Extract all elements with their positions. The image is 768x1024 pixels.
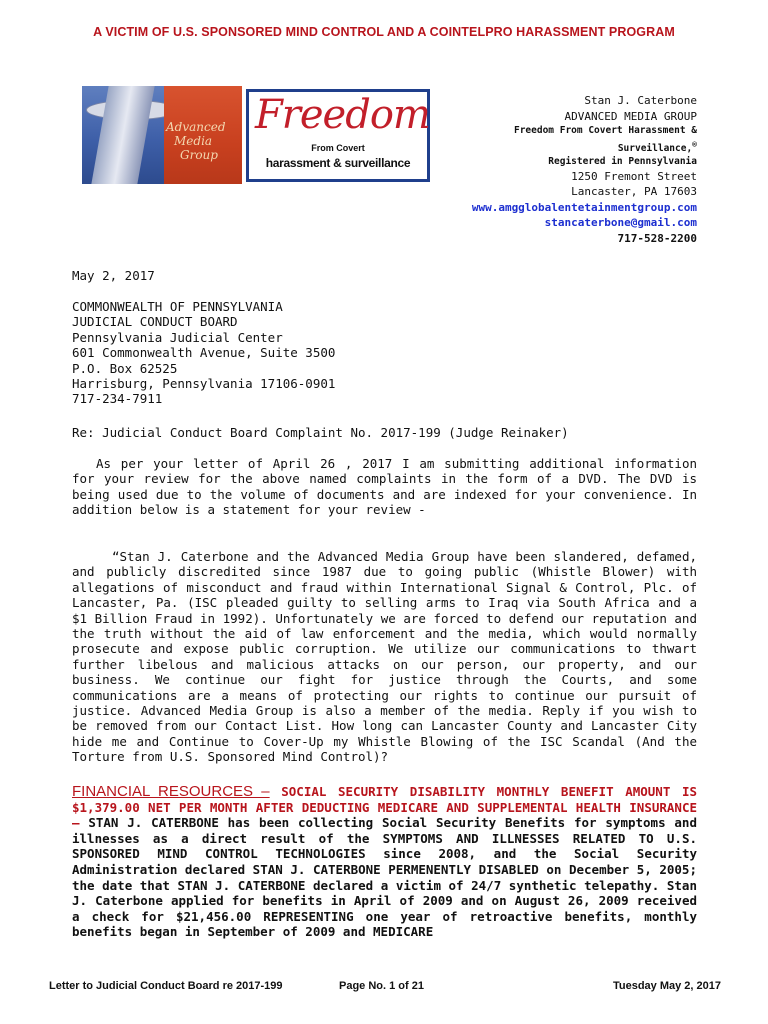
advanced-media-group-logo xyxy=(82,86,242,184)
letterhead-phone: 717-528-2200 xyxy=(617,231,697,245)
quote-paragraph xyxy=(72,549,697,765)
letter-date: May 2, 2017 xyxy=(72,268,155,283)
logo-text-line: Advanced xyxy=(166,120,226,134)
quote-text: “Stan J. Caterbone and the Advanced Media Group have been slandered, defamed, and publicly discredited since 1987 due to going public (Whistle Blower) with allegations of misconduct and fraud within International Signal & Control, Plc. of Lancaster, Pa. (ISC pleaded guilty to selling arms to Iraq via South Africa and a $1 Billion Fraud in 1992). Unfortunately we are forced to defend our reputation and the truth without the aid of law enforcement and the media, which would normally prosecute and expose public corruption. We utilize our communications to thwart further libelous and malicious attacks on our person, our property, and our business. We continue our fight for justice through the Courts, and some communications are a means of protecting our rights to continue our pursuit of justice. Advanced Media Group is also a member of the media. Reply if you wish to be removed from our Contact List. How long can Lancaster County and Lancaster City hide me and Continue to Cover-Up my Whistle Blowing of the ISC Scandal (And the Torture from U.S. Sponsored Mind Control)? xyxy=(72,549,697,765)
footer-page-number: Page No. 1 of 21 xyxy=(339,980,424,992)
freedom-logo xyxy=(246,89,430,182)
recipient-line: Pennsylvania Judicial Center xyxy=(72,329,283,345)
intro-paragraph xyxy=(72,456,697,518)
financial-paragraph xyxy=(72,784,697,940)
logo-text-line: Media xyxy=(174,134,213,148)
letterhead-line3: Registered in Pennsylvania xyxy=(548,156,697,168)
financial-resources-section xyxy=(72,784,697,940)
letterhead-city: Lancaster, PA 17603 xyxy=(571,185,697,199)
registered-mark: ® xyxy=(692,139,697,149)
letterhead xyxy=(472,93,697,246)
freedom-logo-subtitle: From Covert xyxy=(311,143,365,153)
recipient-line: P.O. Box 62525 xyxy=(72,360,178,376)
recipient-address xyxy=(72,299,697,407)
financial-heading: FINANCIAL RESOURCES – xyxy=(72,783,270,800)
recipient-line: JUDICIAL CONDUCT BOARD xyxy=(72,314,238,330)
recipient-line: Harrisburg, Pennsylvania 17106-0901 xyxy=(72,376,336,392)
recipient-line: COMMONWEALTH OF PENNSYLVANIA xyxy=(72,299,283,314)
letterhead-name: Stan J. Caterbone xyxy=(584,94,697,107)
letterhead-email-link[interactable]: stancaterbone@gmail.com xyxy=(544,216,697,230)
recipient-line: 717-234-7911 xyxy=(72,391,163,407)
page-banner: A VICTIM OF U.S. SPONSORED MIND CONTROL AND A COINTELPRO HARASSMENT PROGRAM xyxy=(93,25,675,39)
financial-highlight: SOCIAL SECURITY DISABILITY MONTHLY BENEFIT AMOUNT IS $1,379.00 NET PER MONTH AFTER DEDUCTING MEDICARE AND SUPPLEMENTAL HEALTH INSURANCE – xyxy=(72,784,697,831)
letterhead-line2-text: Surveillance, xyxy=(617,142,693,154)
freedom-logo-word: Freedom xyxy=(255,92,430,138)
logo-text xyxy=(166,120,232,162)
footer-title: Letter to Judicial Conduct Board re 2017-199 xyxy=(49,980,283,992)
financial-body: STAN J. CATERBONE has been collecting Social Security Benefits for symptoms and illnesses as a direct result of the SYMPTOMS AND ILLNESSES RELATED TO U.S. SPONSORED MIND CONTROL TECHNOLOGIES since 2008, and the Social Security Administration declared STAN J. CATERBONE PERMENENTLY DISABLED on December 5, 2005; the date that STAN J. CATERBONE declared a victim of 24/7 synthetic telepathy. Stan J. Caterbone applied for benefits in April of 2009 and on August 26, 2009 received a check for $21,456.00 REPRESENTING one year of retroactive benefits, monthly benefits began in September of 2009 and MEDICARE xyxy=(72,815,697,940)
re-line: Re: Judicial Conduct Board Complaint No. 2017-199 (Judge Reinaker) xyxy=(72,425,569,440)
intro-text: As per your letter of April 26 , 2017 I am submitting additional information for your review for the above named complaints in the form of a DVD. The DVD is being used due to the volume of documents and are indexed for your convenience. In addition below is a statement for your review - xyxy=(72,456,697,518)
letterhead-line2 xyxy=(472,138,697,156)
letterhead-website-link[interactable]: www.amgglobalentetainmentgroup.com xyxy=(471,200,697,214)
footer-date: Tuesday May 2, 2017 xyxy=(612,980,721,992)
logo-tower xyxy=(91,86,154,184)
recipient-line: 601 Commonwealth Avenue, Suite 3500 xyxy=(72,345,336,361)
letterhead-company: ADVANCED MEDIA GROUP xyxy=(564,109,697,123)
freedom-logo-tagline: harassment & surveillance xyxy=(265,156,411,170)
letterhead-line1: Freedom From Covert Harassment & xyxy=(513,125,697,136)
logo-text-line: Group xyxy=(180,148,218,162)
letterhead-street: 1250 Fremont Street xyxy=(571,169,697,183)
